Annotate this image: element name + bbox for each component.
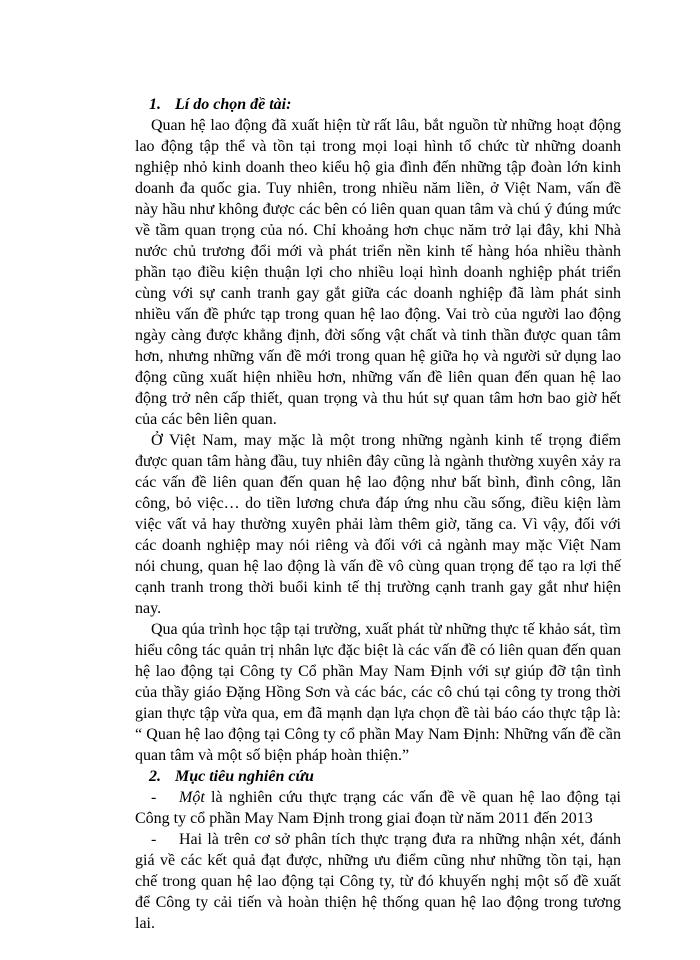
list-item bbox=[135, 829, 621, 934]
section-heading-objectives bbox=[135, 766, 621, 787]
section-heading-reason bbox=[135, 94, 621, 115]
paragraph: Quan hệ lao động đã xuất hiện từ rất lâu, bắt nguồn từ những hoạt động lao động tập thể và tồn tại trong mọi loại hình tổ chức từ những doanh nghiệp nhỏ kinh doanh theo kiểu hộ gia đình đến những tập đoàn lớn kinh doanh đa quốc gia. Tuy nhiên, trong nhiều năm liền, ở Việt Nam, vấn đề này hầu như không được các bên có liên quan quan tâm và chú ý đúng mức về tầm quan trọng của nó. Chỉ khoảng hơn chục năm trở lại đây, khi Nhà nước chủ trương đổi mới và phát triển nền kinh tế hàng hóa nhiều thành phần tạo điều kiện thuận lợi cho nhiều loại hình doanh nghiệp phát triển cùng với sự canh tranh gay gắt giữa các doanh nghiệp đã làm phát sinh nhiều vấn đề phức tạp trong quan hệ lao động. Vai trò của người lao động ngày càng được khẳng định, đời sống vật chất và tinh thần được quan tâm hơn, nhưng những vấn đề mới trong quan hệ giữa họ và người sử dụng lao động cũng xuất hiện nhiều hơn, những vấn đề liên quan đến quan hệ lao động trở nên cấp thiết, quan trọng và thu hút sự quan tâm hơn bao giờ hết của các bên liên quan. bbox=[135, 117, 621, 428]
section-number: 1. bbox=[149, 96, 161, 113]
paragraph: Ở Việt Nam, may mặc là một trong những ngành kinh tế trọng điểm được quan tâm hàng đầu, tuy nhiên đây cũng là ngành thường xuyên xảy ra các vấn đề liên quan đến quan hệ lao động như bất bình, đình công, lãn công, bỏ việc… do tiền lương chưa đáp ứng nhu cầu sống, điều kiện làm việc vất vả hay thường xuyên phải làm thêm giờ, tăng ca. Vì vậy, đối với các doanh nghiệp may nói riêng và đối với cả ngành may mặc Việt Nam nói chung, quan hệ lao động là vấn đề vô cùng quan trọng để tạo ra lợi thế cạnh tranh trong thời buổi kinh tế thị trường cạnh tranh gay gắt như hiện nay. bbox=[135, 432, 621, 617]
section-number: 2. bbox=[149, 768, 161, 785]
paragraph: Qua qúa trình học tập tại trường, xuất phát từ những thực tế khảo sát, tìm hiểu công tác quản trị nhân lực đặc biệt là các vấn đề có liên quan đến quan hệ lao động tại Công ty Cổ phần May Nam Định với sự giúp đỡ tận tình của thầy giáo Đặng Hồng Sơn và các bác, các cô chú tại công ty trong thời gian thực tập vừa qua, em đã mạnh dạn lựa chọn đề tài báo cáo thực tập là: “ Quan hệ lao động tại Công ty cổ phần May Nam Định: Những vấn đề cần quan tâm và một số biện pháp hoàn thiện.” bbox=[135, 621, 621, 764]
bullet-text: là nghiên cứu thực trạng các vấn đề về quan hệ lao động tại Công ty cổ phần May Nam Định trong giai đoạn từ năm 2011 đến 2013 bbox=[135, 789, 621, 827]
bullet-dash: - bbox=[151, 789, 157, 806]
document-body bbox=[135, 94, 621, 934]
section-title: Lí do chọn đề tài: bbox=[175, 96, 292, 113]
list-item bbox=[135, 787, 621, 829]
bullet-text: Hai là trên cơ sở phân tích thực trạng đưa ra những nhận xét, đánh giá về các kết quả đạt được, những ưu điểm cũng như những tồn tại, hạn chế trong quan hệ lao động tại Công ty, từ đó khuyến nghị một số đề xuất để Công ty cải tiến và hoàn thiện hệ thống quan hệ lao động trong tương lai. bbox=[135, 831, 621, 932]
bullet-dash: - bbox=[151, 831, 157, 848]
section-title: Mục tiêu nghiên cứu bbox=[175, 768, 314, 785]
bullet-lead-word: Một bbox=[179, 789, 205, 806]
